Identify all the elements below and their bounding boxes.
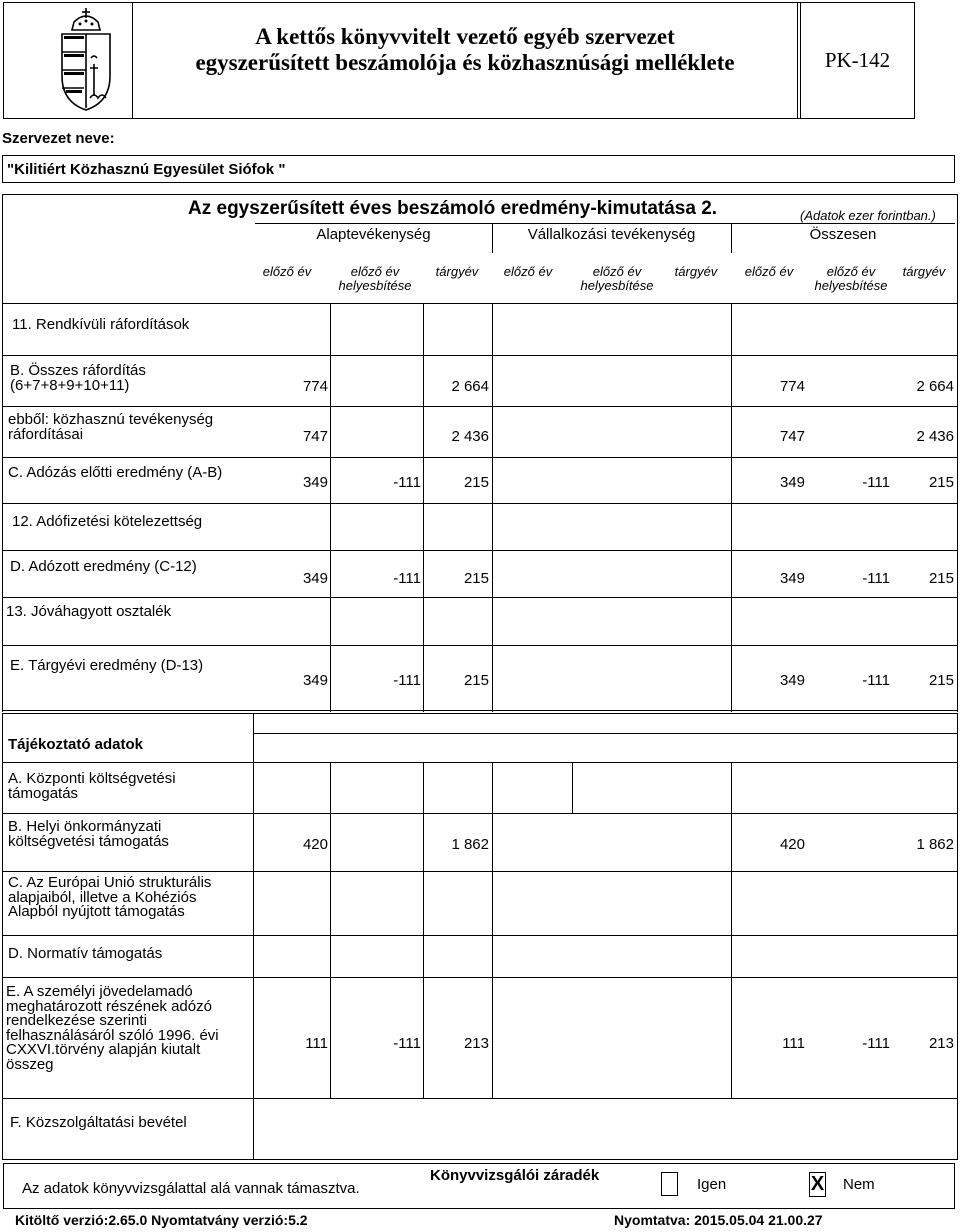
audit-no-checkbox[interactable] [809, 1172, 826, 1197]
header-divider-right [797, 2, 798, 119]
sub-corr-2: előző év helyesbítése [580, 264, 654, 293]
grid-line [2, 550, 958, 551]
grid-line [2, 762, 958, 763]
grid-line [2, 871, 958, 872]
cell: 1 862 [451, 836, 489, 853]
grid-line [2, 813, 958, 814]
group-sep-2 [731, 223, 732, 253]
cell: 349 [779, 570, 805, 587]
cell: 111 [782, 1035, 805, 1052]
cell: 349 [779, 672, 805, 689]
cell: -111 [862, 474, 890, 491]
info-label-eu-funds: C. Az Európai Unió strukturális alapjaiból, illetve a Kohéziós Alapból nyújtott támogatás [8, 874, 212, 920]
grid-line [330, 762, 331, 1098]
info-label-local-support: B. Helyi önkormányzati költségvetési támogatás [8, 818, 169, 850]
info-label-divider [253, 713, 254, 1160]
sub-curr-3: tárgyév [902, 264, 946, 279]
grid-line [731, 304, 732, 712]
grid-line [2, 355, 958, 356]
org-name-value: "Kilitiért Közhasznú Egyesület Siófok " [7, 161, 286, 178]
cell: -111 [393, 474, 421, 491]
header-divider-left [132, 2, 133, 119]
group-head-line [255, 223, 955, 224]
cell: -111 [862, 570, 890, 587]
row-label-public-benefit-expenses: ebből: közhasznú tevékenység ráfordításai [8, 411, 214, 443]
cell: 349 [302, 672, 328, 689]
group-header-business: Vállalkozási tevékenység [527, 226, 696, 243]
audit-title: Könyvvizsgálói záradék [430, 1167, 600, 1184]
grid-line [2, 304, 3, 712]
cell: 215 [463, 672, 489, 689]
group-header-basic: Alaptevékenység [316, 226, 431, 243]
grid-line [731, 762, 732, 1098]
cell: 349 [302, 474, 328, 491]
cell: -111 [862, 1035, 890, 1052]
sub-curr-1: tárgyév [435, 264, 479, 279]
cell: 774 [302, 378, 328, 395]
grid-line [423, 762, 424, 1098]
info-label-public-service-revenue: F. Közszolgáltatási bevétel [10, 1114, 187, 1131]
check-mark-icon: X [810, 1173, 825, 1195]
cell: 747 [779, 428, 805, 445]
report-title: Az egyszerűsített éves beszámoló eredmény-kimutatása 2. [188, 198, 718, 219]
audit-no-label: Nem [843, 1176, 875, 1193]
form-code: PK-142 [824, 48, 891, 72]
cell: 349 [779, 474, 805, 491]
info-head-line [253, 733, 958, 734]
sub-prev-1: előző év [262, 264, 312, 279]
org-name-label: Szervezet neve: [2, 130, 115, 147]
row-label-pretax-result: C. Adózás előtti eredmény (A-B) [8, 464, 223, 481]
cell: -111 [862, 672, 890, 689]
row-label-current-year-result: E. Tárgyévi eredmény (D-13) [10, 657, 204, 674]
audit-yes-label: Igen [697, 1176, 727, 1193]
unit-note: (Adatok ezer forintban.) [800, 208, 936, 223]
cell: 747 [302, 428, 328, 445]
cell: 2 664 [451, 378, 489, 395]
cell: 111 [305, 1035, 328, 1052]
grid-line [2, 645, 958, 646]
grid-line [2, 503, 958, 504]
form-title [135, 24, 795, 76]
sub-curr-2: tárgyév [674, 264, 718, 279]
row-label-tax-liability: 12. Adófizetési kötelezettség [12, 513, 203, 530]
cell: 215 [463, 570, 489, 587]
audit-statement: Az adatok könyvvizsgálattal alá vannak támasztva. [22, 1180, 360, 1197]
cell: 213 [463, 1035, 489, 1052]
row-label-extraordinary-expenses: 11. Rendkívüli ráfordítások [12, 316, 190, 333]
cell: -111 [393, 672, 421, 689]
footer-printed: Nyomtatva: 2015.05.04 21.00.27 [614, 1212, 823, 1228]
cell: 774 [779, 378, 805, 395]
grid-line [957, 304, 958, 712]
grid-line [492, 762, 493, 1098]
grid-line [2, 1098, 958, 1099]
cell: -111 [393, 570, 421, 587]
grid-line [423, 304, 424, 712]
info-title: Tájékoztató adatok [8, 736, 144, 753]
sub-corr-1: előző év helyesbítése [338, 264, 412, 293]
row-label-approved-dividend: 13. Jóváhagyott osztalék [6, 603, 172, 620]
form-title-line2: egyszerűsített beszámolója és közhasznúsági melléklete [195, 50, 735, 75]
group-header-total: Összesen [809, 226, 877, 243]
cell: 215 [928, 474, 954, 491]
grid-line [2, 457, 958, 458]
info-label-central-support: A. Központi költségvetési támogatás [8, 770, 176, 802]
sub-corr-3: előző év helyesbítése [814, 264, 888, 293]
info-label-personal-income-tax: E. A személyi jövedelamadó meghatározott részének adózó rendelkezése szerinti felhasználásáról szóló 1996. évi CXXVI.törvény alapján kiutalt összeg [6, 983, 219, 1073]
group-sep-1 [492, 223, 493, 253]
grid-line [2, 935, 958, 936]
sub-prev-2: előző év [503, 264, 553, 279]
cell: 2 664 [916, 378, 954, 395]
cell: 420 [302, 836, 328, 853]
cell: 2 436 [916, 428, 954, 445]
row-label-total-expenses: B. Összes ráfordítás (6+7+8+9+10+11) [10, 362, 146, 394]
info-label-normative-support: D. Normatív támogatás [8, 945, 163, 962]
grid-line [2, 977, 958, 978]
cell: 2 436 [451, 428, 489, 445]
cell: 349 [302, 570, 328, 587]
cell: 420 [779, 836, 805, 853]
grid-line [2, 597, 958, 598]
grid-line [2, 406, 958, 407]
cell: 215 [928, 672, 954, 689]
coat-of-arms-icon [50, 6, 122, 114]
sub-prev-3: előző év [744, 264, 794, 279]
audit-yes-checkbox[interactable] [661, 1172, 678, 1196]
footer-version: Kitöltő verzió:2.65.0 Nyomtatvány verzió:5.2 [15, 1212, 308, 1228]
cell: 215 [463, 474, 489, 491]
cell: 1 862 [916, 836, 954, 853]
grid-line [492, 304, 493, 712]
cell: -111 [393, 1035, 421, 1052]
cell: 213 [928, 1035, 954, 1052]
row-label-after-tax-result: D. Adózott eredmény (C-12) [10, 558, 197, 575]
grid-line [330, 304, 331, 712]
cell: 215 [928, 570, 954, 587]
grid-line [2, 710, 958, 711]
grid-line [572, 762, 573, 813]
form-title-line1: A kettős könyvvitelt vezető egyéb szervezet [255, 24, 675, 49]
